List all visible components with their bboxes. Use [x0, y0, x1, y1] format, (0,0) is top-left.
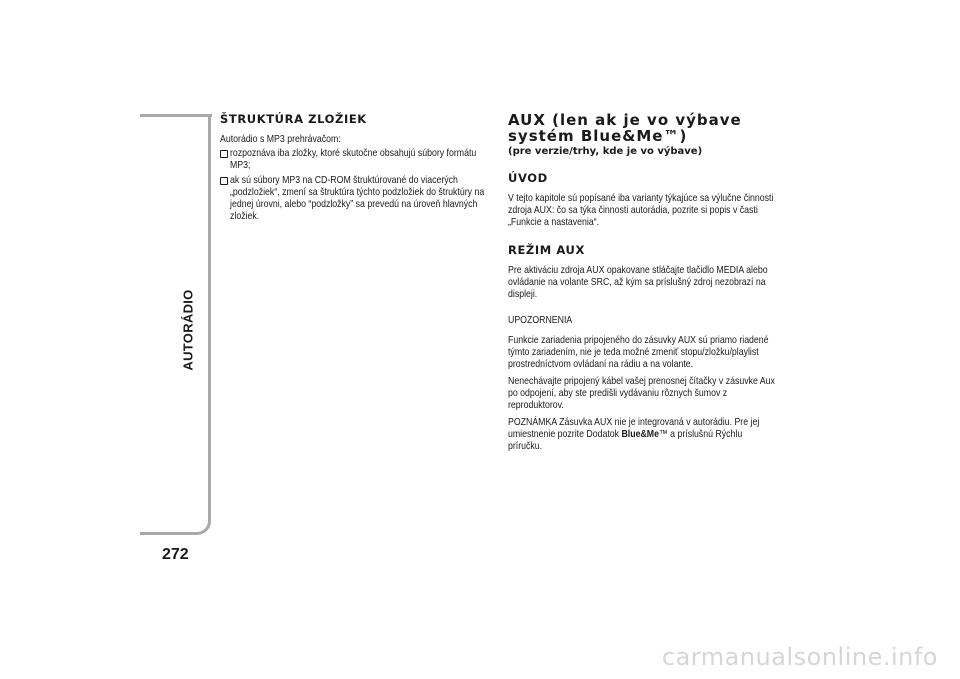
warning-paragraph: Nenechávajte pripojený kábel vašej prenosnej čítačky v zásuvke Aux po odpojení, aby ste predišli vydávaniu rôznych šumov z reproduktorov.	[508, 376, 775, 411]
aux-subtitle: (pre verzie/trhy, kde je vo výbave)	[508, 146, 703, 157]
checkbox-bullet-icon	[220, 150, 228, 158]
warning-label: UPOZORNENIA	[508, 315, 573, 326]
watermark: carmanualsonline.info	[661, 643, 938, 671]
list-item: rozpoznáva iba zložky, ktoré skutočne obsahujú súbory formátu MP3;	[220, 148, 492, 172]
folder-list	[220, 148, 492, 223]
list-item: ak sú súbory MP3 na CD-ROM štruktúrované do viacerých „podzložiek“, zmení sa štruktúra týchto podzložiek do štruktúry na jednej úrovni, alebo “podzložky” sa prevedú na úroveň hlavných zložiek.	[220, 175, 492, 223]
checkbox-bullet-icon	[220, 177, 228, 185]
intro-text: Autorádio s MP3 prehrávačom:	[220, 134, 341, 145]
warning-paragraph: Funkcie zariadenia pripojeného do zásuvky AUX sú priamo riadené týmto zariadením, nie je teda možné zmeniť stopu/zložku/playlist prostredníctvom ovládaní na rádiu a na volante.	[508, 335, 769, 370]
page-frame	[140, 114, 211, 535]
blueme-bold: Blue&Me	[621, 429, 659, 440]
heading-uvod: ÚVOD	[508, 171, 548, 185]
right-column	[508, 112, 776, 453]
page-number: 272	[162, 546, 189, 563]
aux-title: AUX (len ak je vo výbave systém Blue&Me™)	[508, 111, 742, 145]
heading-rezim-aux: REŽIM AUX	[508, 243, 585, 257]
rezim-text: Pre aktiváciu zdroja AUX opakovane stláčajte tlačidlo MEDIA alebo ovládanie na volante SRC, až kým sa príslušný zdroj nezobrazí na displeji.	[508, 265, 768, 300]
note-paragraph: POZNÁMKA Zásuvka AUX nie je integrovaná v autorádiu. Pre jej umiestnenie pozrite Dodatok Blue&Me™ a príslušnú Rýchlu príručku.	[508, 417, 760, 452]
top-rule	[140, 114, 212, 117]
heading-folder-structure: ŠTRUKTÚRA ZLOŽIEK	[220, 112, 367, 126]
section-label: AUTORÁDIO	[180, 289, 196, 371]
left-column	[220, 112, 492, 226]
uvod-text: V tejto kapitole sú popísané iba varianty týkajúce sa výlučne činnosti zdroja AUX: čo sa týka činnosti autorádia, pozrite si popis v časti „Funkcie a nastavenia“.	[508, 193, 774, 228]
